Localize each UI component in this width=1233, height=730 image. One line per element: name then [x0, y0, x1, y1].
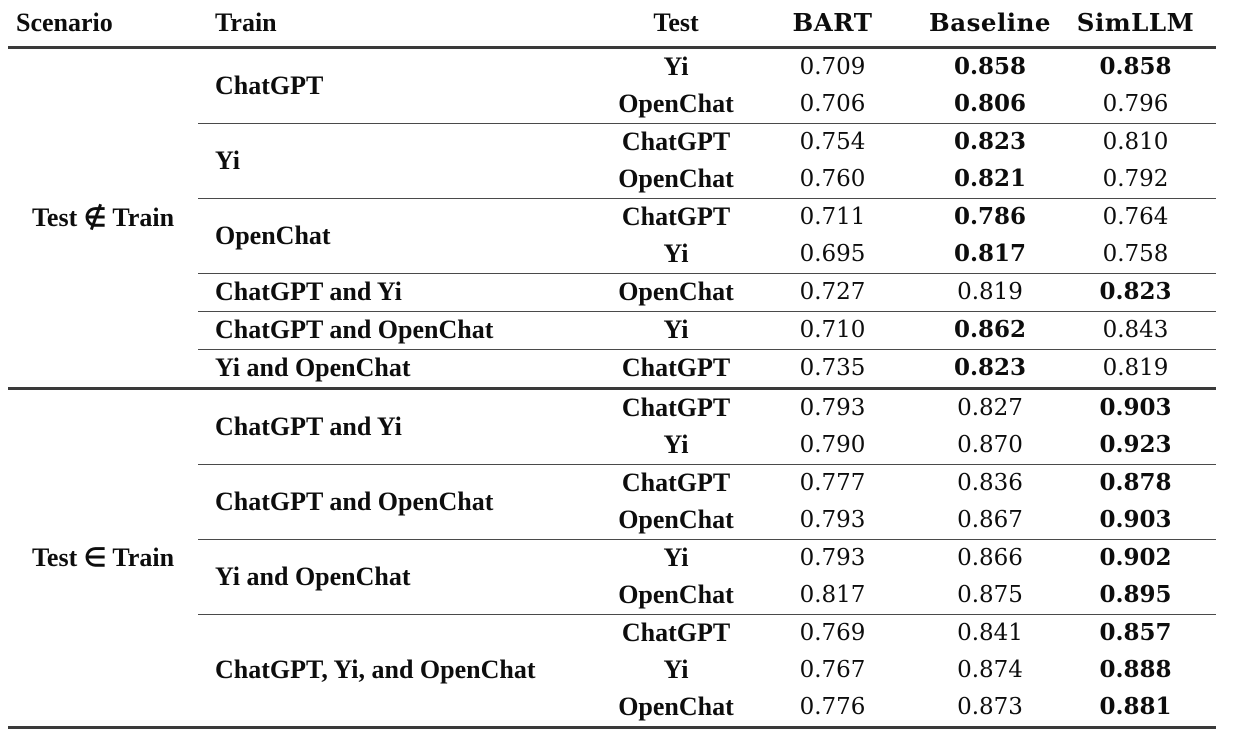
test-cell: Yi: [663, 52, 689, 81]
results-table: [8, 2, 1216, 729]
train-cell: ChatGPT and Yi: [198, 389, 612, 465]
simllm-value: 0.903: [1055, 502, 1216, 540]
baseline-value: 0.823: [925, 350, 1055, 389]
baseline-value: 0.821: [925, 161, 1055, 199]
simllm-value: 0.858: [1099, 53, 1172, 80]
bart-value: 0.711: [799, 204, 866, 230]
test-cell: Yi: [612, 236, 740, 274]
simllm-value: 0.764: [1102, 204, 1169, 230]
baseline-value: 0.836: [957, 470, 1023, 496]
table-body: [8, 48, 1216, 728]
simllm-value: 0.810: [1102, 129, 1169, 155]
scenario-cell: Test ∉ Train: [8, 48, 198, 389]
simllm-value: 0.888: [1099, 656, 1172, 683]
header-baseline: Baseline: [925, 2, 1055, 48]
baseline-value: 0.866: [957, 545, 1023, 571]
baseline-value: 0.786: [953, 203, 1027, 230]
test-cell: Yi: [663, 655, 689, 684]
train-cell: Yi and OpenChat: [198, 540, 612, 615]
train-cell: Yi: [198, 124, 612, 199]
simllm-value: 0.902: [1099, 544, 1172, 571]
baseline-value: 0.823: [953, 128, 1027, 155]
header-train: Train: [198, 2, 612, 48]
test-cell: OpenChat: [612, 86, 740, 124]
simllm-value: 0.792: [1055, 161, 1216, 199]
table-row: [8, 48, 1216, 87]
baseline-value: 0.874: [957, 657, 1023, 683]
header-bart: BART: [740, 2, 925, 48]
train-cell: ChatGPT and OpenChat: [198, 465, 612, 540]
test-cell: ChatGPT: [621, 127, 731, 156]
test-cell: ChatGPT: [621, 202, 731, 231]
simllm-value: 0.923: [1055, 427, 1216, 465]
baseline-value: 0.870: [925, 427, 1055, 465]
train-cell: ChatGPT, Yi, and OpenChat: [198, 615, 612, 728]
baseline-value: 0.817: [925, 236, 1055, 274]
test-cell: Yi: [663, 543, 689, 572]
bart-value: 0.709: [799, 54, 866, 80]
baseline-value: 0.806: [925, 86, 1055, 124]
test-cell: OpenChat: [612, 502, 740, 540]
train-cell: ChatGPT and OpenChat: [198, 312, 612, 350]
header-test: Test: [612, 2, 740, 48]
simllm-value: 0.819: [1055, 350, 1216, 389]
baseline-value: 0.841: [957, 620, 1023, 646]
test-cell: Yi: [612, 312, 740, 350]
test-cell: OpenChat: [612, 577, 740, 615]
baseline-value: 0.819: [925, 274, 1055, 312]
table-row: [8, 389, 1216, 428]
baseline-value: 0.875: [925, 577, 1055, 615]
bart-value: 0.710: [740, 312, 925, 350]
bart-value: 0.793: [799, 545, 866, 571]
simllm-value: 0.895: [1055, 577, 1216, 615]
bart-value: 0.817: [740, 577, 925, 615]
bart-value: 0.760: [740, 161, 925, 199]
test-cell: ChatGPT: [621, 393, 731, 422]
baseline-value: 0.827: [957, 395, 1023, 421]
header-scenario: Scenario: [8, 2, 198, 48]
bart-value: 0.769: [799, 620, 866, 646]
simllm-value: 0.796: [1055, 86, 1216, 124]
bart-value: 0.776: [740, 689, 925, 728]
train-cell: OpenChat: [198, 199, 612, 274]
bart-value: 0.754: [799, 129, 866, 155]
bart-value: 0.767: [799, 657, 866, 683]
test-cell: ChatGPT: [621, 468, 731, 497]
bart-value: 0.727: [740, 274, 925, 312]
simllm-value: 0.758: [1055, 236, 1216, 274]
bart-value: 0.706: [740, 86, 925, 124]
train-cell: ChatGPT and Yi: [198, 274, 612, 312]
simllm-value: 0.878: [1099, 469, 1172, 496]
train-cell: Yi and OpenChat: [198, 350, 612, 389]
test-cell: ChatGPT: [621, 618, 731, 647]
simllm-value: 0.903: [1099, 394, 1172, 421]
test-cell: Yi: [612, 427, 740, 465]
simllm-value: 0.823: [1055, 274, 1216, 312]
table-header: [8, 2, 1216, 48]
bart-value: 0.735: [740, 350, 925, 389]
header-row: [8, 2, 1216, 48]
baseline-value: 0.873: [925, 689, 1055, 728]
test-cell: OpenChat: [612, 689, 740, 728]
test-cell: ChatGPT: [612, 350, 740, 389]
bart-value: 0.793: [740, 502, 925, 540]
header-simllm: SimLLM: [1055, 2, 1216, 48]
test-cell: OpenChat: [612, 274, 740, 312]
bart-value: 0.695: [740, 236, 925, 274]
bart-value: 0.777: [799, 470, 866, 496]
train-cell: ChatGPT: [198, 48, 612, 124]
baseline-value: 0.858: [953, 53, 1027, 80]
simllm-value: 0.857: [1099, 619, 1172, 646]
baseline-value: 0.867: [925, 502, 1055, 540]
test-cell: OpenChat: [612, 161, 740, 199]
scenario-cell: Test ∈ Train: [8, 389, 198, 728]
simllm-value: 0.843: [1055, 312, 1216, 350]
bart-value: 0.793: [799, 395, 866, 421]
simllm-value: 0.881: [1055, 689, 1216, 728]
baseline-value: 0.862: [925, 312, 1055, 350]
bart-value: 0.790: [740, 427, 925, 465]
